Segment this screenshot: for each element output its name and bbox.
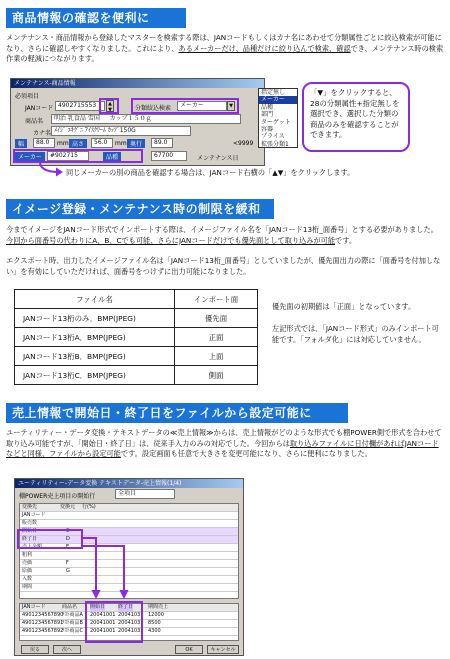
section-heading-3: 売上情報で開始日・終了日をファイルから設定可能に	[6, 403, 348, 423]
section-3-text: ユーティリティー・データ変換・テキストデータの≪売上情報≫からは、売上情報がどのような形式でも棚POWER側で形式を合わせて取り込み可能ですが、「開始日・終了日」は、従来手入力のみの対応でした。今回からは取り込みファイルに日付欄があればJANコードなどと同様、ファイルから設定可能です。設定画面も任意で大きさを変更可能になり、さらに便利になりました。	[6, 428, 442, 458]
dropdown-option[interactable]: 部門	[261, 111, 274, 119]
dropdown-option[interactable]: 容器	[261, 126, 274, 134]
next-button[interactable]: 次へ	[53, 645, 81, 654]
size-label: 幅	[15, 139, 27, 148]
dropdown-option[interactable]: メーカー	[259, 96, 297, 103]
dropdown-option[interactable]: 指定無し	[261, 89, 286, 96]
dropdown-option[interactable]: 拡張分類1	[261, 140, 289, 148]
row-source: F	[66, 560, 69, 566]
column-header: 変換元	[60, 504, 76, 510]
preview-cell: 8500	[148, 620, 161, 626]
side-note-1: 優先面の初期値は「正面」となっています。	[272, 302, 416, 311]
filter-select[interactable]: メーカー	[177, 101, 227, 111]
preview-cell: ﾃｽﾄ商品C	[62, 628, 83, 634]
row-label: 終了日	[22, 536, 38, 542]
jan-input[interactable]: 4902715553	[55, 101, 105, 111]
table-cell: JANコード13桁C．BMP(JPEG)	[15, 366, 175, 385]
preview-cell: ﾃｽﾄ商品A	[62, 612, 83, 618]
column-header: ファイル名	[15, 290, 175, 309]
preview-cell: 12000	[148, 612, 164, 618]
height-input[interactable]: 56.0	[91, 138, 113, 148]
preview-cell: 4300	[148, 628, 161, 634]
preview-cell: 20041001	[90, 628, 116, 634]
preview-cell: 20041031	[118, 612, 144, 618]
window-title: メンテナンス-商品情報	[11, 79, 264, 88]
row-source: D	[66, 536, 70, 542]
table-cell: JANコード13桁B．BMP(JPEG)	[15, 347, 175, 366]
row-label: 開始日	[22, 528, 38, 534]
column-header: 開始日	[90, 604, 106, 610]
combo-label: 棚POWER売上項目の開始行	[19, 493, 96, 500]
dropdown-callout: 「▼」をクリックすると、28の分類属性+指定無しを選択でき、選択した分類の商品のみを確認することができます。	[302, 82, 410, 152]
preview-cell: 4901234567892	[22, 628, 64, 634]
column-header: 終了日	[118, 604, 134, 610]
table-cell: 優先面	[175, 309, 258, 328]
table-cell: 上面	[175, 347, 258, 366]
depth-input[interactable]: 89.0	[151, 138, 173, 148]
row-label: 売価	[22, 560, 33, 566]
column-header: 商品名	[62, 604, 78, 610]
preview-cell: 20041001	[90, 620, 116, 626]
row-label: 粗利	[22, 552, 33, 558]
row-label: 売上金額	[22, 544, 43, 550]
cancel-button[interactable]: キャンセル	[207, 645, 239, 654]
maker-label: メーカー	[15, 152, 45, 161]
ok-button[interactable]: OK	[175, 645, 203, 654]
unit-label: mm	[57, 140, 69, 147]
kind-input[interactable]: 67700	[151, 151, 187, 161]
section-2-text-2: エクスポート時、出力したイメージファイル名は「JANコード13桁_面番号」としていましたが、優先面出力の際に「面番号を付加しない」を有効にしていただければ、面番号をつけずに出力可能になりました。	[6, 256, 441, 276]
product-name-input[interactable]: 明治 乳食品 雪国 カップ１５０ｇ	[51, 114, 241, 124]
price-code: <9999	[233, 140, 254, 147]
unit-label: mm	[115, 140, 127, 147]
table-cell: 正面	[175, 328, 258, 347]
maker-input[interactable]: #902715	[47, 151, 89, 161]
section-1-text: メンテナンス・商品情報から登録したマスターを検索する際は、JANコードもしくはカナ名にあわせて分類属性ごとに絞込検索が可能になり、さらに確認しやすくなりました。これにより、あるメーカーだけ、品種だけに絞り込んで検索、確認でき、メンテナンス時の検索作業の軽減につながります。	[6, 33, 444, 63]
prev-button[interactable]: 戻る	[21, 645, 49, 654]
row-source: E	[66, 544, 70, 550]
filter-dropdown-button[interactable]: ▼	[227, 101, 235, 111]
row-source: G	[66, 568, 70, 574]
section-heading-1: 商品情報の確認を便利に	[6, 8, 186, 28]
row-label: 原価	[22, 568, 33, 574]
preview-cell: 4901234567891	[22, 620, 64, 626]
width-input[interactable]: 88.0	[33, 138, 55, 148]
section-2-text: 今までイメージをJANコード形式でインポートする際は、イメージファイル名を「JANコード13桁_面番号」とする必要がありました。今回から面番号の代わりにA、B、Cでも可能、さらにJANコードだけでも優先面として取り込みが可能です。	[6, 225, 438, 245]
preview-cell: 20041031	[118, 628, 144, 634]
required-label: 必須項目	[15, 93, 40, 100]
height-label: 高さ	[69, 139, 87, 148]
jan-stepper-button[interactable]: ▲ ▼	[106, 100, 114, 112]
row-source: C	[66, 528, 70, 534]
kana-label: カナ名	[33, 130, 52, 137]
table-cell: 側面	[175, 366, 258, 385]
name-label: 商品名	[25, 118, 44, 125]
preview-cell: 20041001	[90, 612, 116, 618]
filter-label: 分類絞込検索	[135, 105, 172, 112]
dropdown-option[interactable]: プライス	[261, 133, 285, 141]
table-cell: JANコード13桁A．BMP(JPEG)	[15, 328, 175, 347]
column-header: 変換先	[22, 504, 38, 510]
row-label: 入数	[22, 576, 33, 582]
row-label: 期間	[22, 584, 33, 590]
window-title: ユーティリティー-データ変換 テキストデータ-売上情報(1/4)	[15, 479, 243, 488]
section-heading-2: イメージ登録・メンテナンス時の制限を緩和	[6, 199, 274, 219]
side-note-2: 左記形式では、「JANコード形式」のみインポート可能です。「フォルダ化」には対応していません。	[272, 324, 439, 344]
row-label: JANコード	[22, 512, 46, 518]
kind-label: 品種	[103, 152, 121, 161]
maint-date-label: メンテナンス日	[197, 155, 239, 162]
section-1-caption: 同じメーカーの別の商品を確認する場合は、JANコード右横の「▲▼」をクリックします。	[66, 168, 355, 177]
column-header: 期間売上	[148, 604, 169, 610]
dropdown-option[interactable]: ターゲット	[261, 118, 291, 126]
preview-cell: ﾃｽﾄ商品B	[62, 620, 83, 626]
column-header: 行(%)	[82, 504, 96, 510]
dropdown-option[interactable]: 品種	[261, 103, 274, 111]
column-header: インポート面	[175, 290, 258, 309]
row-label: 販売数	[22, 520, 38, 526]
table-cell: JANコード13桁のみ．BMP(JPEG)	[15, 309, 175, 328]
kana-input[interactable]: ﾒｲｼﾞ ﾕｷｸﾞﾆ ｱｲｽｸﾘｰﾑ ｶｯﾌﾟ150G	[51, 126, 191, 136]
preview-cell: 4901234567890	[22, 612, 64, 618]
item-combo[interactable]: 全項目	[115, 489, 175, 499]
jan-label: JANコード	[25, 105, 54, 112]
column-header: JANコード	[22, 604, 46, 610]
depth-label: 奥行	[127, 139, 145, 148]
preview-cell: 20041031	[118, 620, 144, 626]
